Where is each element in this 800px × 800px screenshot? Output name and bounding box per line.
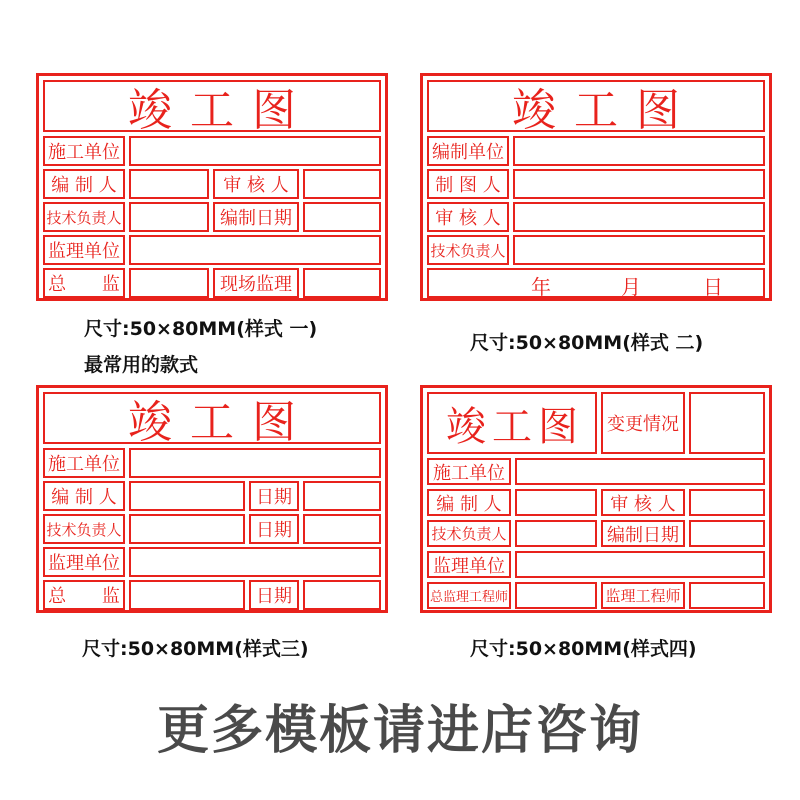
- field-tech-lead: [129, 202, 209, 232]
- label-compile-unit: 编制单位: [427, 136, 509, 166]
- field-construction-unit: [129, 448, 381, 478]
- field-chief-engineer: [515, 582, 597, 609]
- stamp-style-1: [36, 73, 388, 301]
- stamp-style-3: [36, 385, 388, 613]
- label-month: 月: [621, 275, 641, 299]
- field-date: [303, 514, 381, 544]
- caption-style-2: 尺寸:50×80MM(样式 二): [470, 332, 704, 354]
- field-supervision-unit: [129, 547, 381, 577]
- field-compiler: [129, 169, 209, 199]
- field-supervision-unit: [515, 551, 765, 578]
- field-compile-unit: [513, 136, 765, 166]
- label-compile-date: 编制日期: [213, 202, 299, 232]
- label-date: 日期: [249, 481, 299, 511]
- field-compiler: [129, 481, 245, 511]
- label-supervision-engineer: 监理工程师: [601, 582, 685, 609]
- stamp-title: 竣工图: [427, 80, 765, 132]
- stamp-title: 竣工图: [43, 392, 381, 444]
- label-year: 年: [531, 275, 551, 299]
- label-construction-unit: 施工单位: [427, 458, 511, 485]
- label-tech-lead: 技术负责人: [427, 235, 509, 265]
- field-supervision-unit: [129, 235, 381, 265]
- field-drafter: [513, 169, 765, 199]
- field-construction-unit: [515, 458, 765, 485]
- label-reviewer: 审 核 人: [213, 169, 299, 199]
- label-drafter: 制 图 人: [427, 169, 509, 199]
- field-compile-date: [689, 520, 765, 547]
- field-construction-unit: [129, 136, 381, 166]
- label-construction-unit: 施工单位: [43, 136, 125, 166]
- stamp-title: 竣工图: [427, 392, 597, 454]
- caption-style-3: 尺寸:50×80MM(样式三): [82, 638, 309, 660]
- field-compile-date: [303, 202, 381, 232]
- field-site-supervision: [303, 268, 381, 298]
- field-chief-supervisor: [129, 268, 209, 298]
- label-compiler: 编 制 人: [427, 489, 511, 516]
- caption-style-4: 尺寸:50×80MM(样式四): [470, 638, 697, 660]
- field-chief-supervisor: [129, 580, 245, 610]
- field-tech-lead: [129, 514, 245, 544]
- label-date: 日期: [249, 580, 299, 610]
- field-tech-lead: [513, 235, 765, 265]
- label-compile-date: 编制日期: [601, 520, 685, 547]
- label-compiler: 编 制 人: [43, 481, 125, 511]
- label-tech-lead: 技术负责人: [427, 520, 511, 547]
- stamp-style-4: [420, 385, 772, 613]
- label-chief-engineer: 总监理工程师: [427, 582, 511, 609]
- stamp-style-2: [420, 73, 772, 301]
- label-day: 日: [703, 275, 723, 299]
- label-construction-unit: 施工单位: [43, 448, 125, 478]
- label-supervision-unit: 监理单位: [43, 235, 125, 265]
- label-reviewer: 审 核 人: [427, 202, 509, 232]
- label-change-status: 变更情况: [601, 392, 685, 454]
- label-chief-supervisor: 总 监: [43, 580, 125, 610]
- field-reviewer: [513, 202, 765, 232]
- label-site-supervision: 现场监理: [213, 268, 299, 298]
- field-supervision-engineer: [689, 582, 765, 609]
- label-supervision-unit: 监理单位: [43, 547, 125, 577]
- stamp-title: 竣工图: [43, 80, 381, 132]
- field-date: [303, 580, 381, 610]
- label-tech-lead: 技术负责人: [43, 202, 125, 232]
- field-tech-lead: [515, 520, 597, 547]
- field-compiler: [515, 489, 597, 516]
- label-reviewer: 审 核 人: [601, 489, 685, 516]
- label-date: 日期: [249, 514, 299, 544]
- promo-banner: 更多模板请进店咨询: [156, 701, 643, 761]
- label-supervision-unit: 监理单位: [427, 551, 511, 578]
- label-tech-lead: 技术负责人: [43, 514, 125, 544]
- field-date: [303, 481, 381, 511]
- field-change-status: [689, 392, 765, 454]
- field-reviewer: [303, 169, 381, 199]
- caption-style-1: 尺寸:50×80MM(样式 一): [84, 318, 318, 340]
- label-chief-supervisor: 总 监: [43, 268, 125, 298]
- field-reviewer: [689, 489, 765, 516]
- label-compiler: 编 制 人: [43, 169, 125, 199]
- note-most-common: 最常用的款式: [84, 354, 199, 376]
